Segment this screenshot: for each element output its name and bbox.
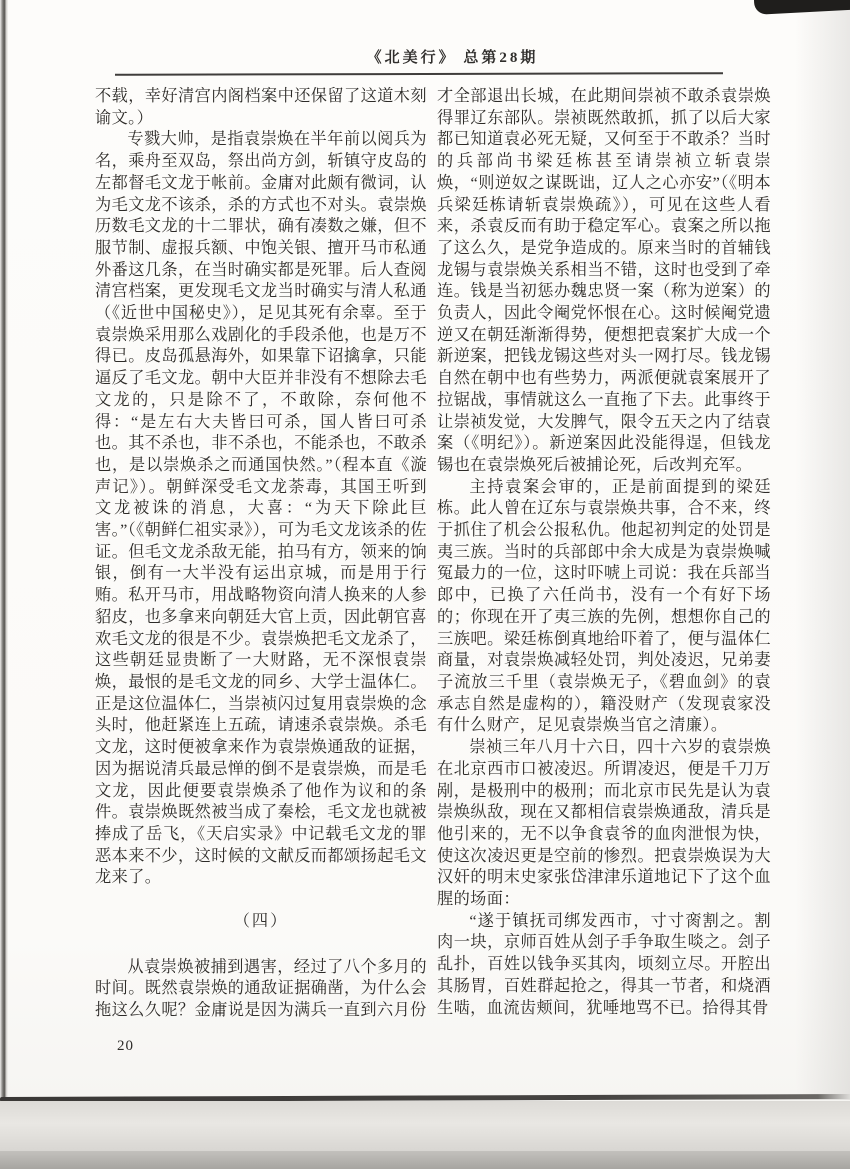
text-column-left — [95, 86, 427, 1022]
header-rule — [115, 72, 723, 76]
paragraph: 从袁崇焕被捕到遇害，经过了八个多月的时间。既然袁崇焕的通敌证据确凿，为什么会拖这么久呢？金庸说是因为满兵一直到六月份 — [95, 957, 427, 1020]
paragraph: 主持袁案会审的，正是前面提到的梁廷栋。此人曾在辽东与袁崇焕共事，合不来，终于抓住了机会公报私仇。他起初判定的处罚是夷三族。当时的兵部郎中余大成是为袁崇焕喊冤最力的一位，这时吓唬上司说：我在兵部当郎中，已换了六任尚书，没有一个有好下场的；你现在开了夷三族的先例，想想你自己的三族吧。梁廷栋倒真地给吓着了，便与温体仁商量，对袁崇焕减轻处罚，判处凌迟，兄弟妻子流放三千里（袁崇焕无子，《碧血剑》的袁承志自然是虚构的），籍没财产（发现袁家没有什么财产，足见袁崇焕当官之清廉）。 — [437, 477, 771, 735]
paragraph: 才全部退出长城，在此期间崇祯不敢杀袁崇焕得罪辽东部队。崇祯既然敢抓，抓了以后大家都已知道袁必死无疑，又何至于不敢杀？当时的兵部尚书梁廷栋甚至请崇祯立斩袁崇焕，“则逆奴之谋既诎，辽人之心亦安”（《明本兵梁廷栋请斩袁崇焕疏》），可见在这些人看来，杀袁反而有助于稳定军心。袁案之所以拖了这么久，是党争造成的。原来当时的首辅钱龙锡与袁崇焕关系相当不错，这时也受到了牵连。钱是当初惩办魏忠贤一案（称为逆案）的负责人，因此令阉党怀恨在心。这时候阉党遗逆又在朝廷渐渐得势，便想把袁案扩大成一个新逆案，把钱龙锡这些对头一网打尽。钱龙锡自然在朝中也有些势力，两派便就袁案展开了拉锯战，事情就这么一直拖了下去。此事终于让崇祯发觉，大发脾气，限令五天之内了结袁案（《明纪》）。新逆案因此没能得逞，但钱龙锡也在袁崇焕死后被捕论死，后改判充军。 — [437, 87, 771, 474]
paragraph: “遂于镇抚司绑发西市，寸寸脔割之。割肉一块，京师百姓从刽子手争取生啖之。刽子乱扑，百姓以钱争买其肉，顷刻立尽。开腔出其肠胃，百姓群起抢之，得其一节者，和烧酒生啮，血流齿颊间，犹唾地骂不已。拾得其骨 — [437, 911, 771, 1017]
scan-bottom-strip — [0, 1151, 850, 1169]
paragraph: 不载，幸好清宫内阁档案中还保留了这道木刻谕文。） — [95, 87, 427, 127]
paragraph: 崇祯三年八月十六日，四十六岁的袁崇焕在北京西市口被凌迟。所谓凌迟，便是千刀万剐，是极刑中的极刑；而北京市民先是认为袁崇焕纵敌，现在又都相信袁崇焕通敌，清兵是他引来的，无不以争食袁爷的血肉泄恨为快，使这次凌迟更是空前的惨烈。把袁崇焕误为大汉奸的明末史家张岱津津乐道地记下了这个血腥的场面： — [437, 738, 771, 909]
text-column-right — [437, 86, 771, 1019]
paragraph: 专戮大帅，是指袁崇焕在半年前以阅兵为名，乘舟至双岛，祭出尚方剑，斩镇守皮岛的左都督毛文龙于帐前。金庸对此颇有微词，认为毛文龙不该杀，杀的方式也不对头。袁崇焕历数毛文龙的十二罪状，确有凑数之嫌，但不服节制、虚报兵额、中饱关银、擅开马市私通外番这几条，在当时确实都是死罪。后人查阅清宫档案，更发现毛文龙当时确实与清人私通（《近世中国秘史》），足见其死有余辜。至于袁崇焕采用那么戏剧化的手段杀他，也是万不得已。皮岛孤悬海外，如果靠下诏擒拿，只能逼反了毛文龙。朝中大臣并非没有不想除去毛文龙的，只是除不了，不敢除，奈何他不得：“是左右大夫皆曰可杀，国人皆曰可杀也。其不杀也，非不杀也，不能杀也，不敢杀也，是以崇焕杀之而通国快然。”（程本直《漩声记》）。朝鲜深受毛文龙荼毒，其国王听到文龙被诛的消息，大喜：“为天下除此巨害。”（《朝鲜仁祖实录》），可为毛文龙该杀的佐证。但毛文龙杀敌无能，拍马有方，领来的饷银，倒有一大半没有运出京城，而是用于行贿。私开马市，用战略物资向清人换来的人参貂皮，也多拿来向朝廷大官上贡，因此朝官喜欢毛文龙的很是不少。袁崇焕把毛文龙杀了，这些朝廷显贵断了一大财路，无不深恨袁崇焕，最恨的是毛文龙的同乡、大学士温体仁。正是这位温体仁，当崇祯闪过复用袁崇焕的念头时，他赶紧连上五疏，请速杀袁崇焕。杀毛文龙，这时便被拿来作为袁崇焕通敌的证据，因为据说清兵最忌惮的倒不是袁崇焕，而是毛文龙，因此便要袁崇焕杀了他作为议和的条件。袁崇焕既然被当成了秦桧，毛文龙也就被捧成了岳飞，《天启实录》中记载毛文龙的罪恶本来不少，这时候的文献反而都颂扬起毛文龙来了。 — [95, 130, 428, 887]
section-heading: （四） — [233, 912, 289, 931]
page-number: 20 — [117, 1038, 134, 1054]
journal-header: 《北美行》 总第28期 — [366, 50, 539, 66]
scan-bottom-band — [0, 1101, 850, 1151]
page-left-edge-shadow — [0, 0, 8, 1102]
page-right-shade — [795, 0, 850, 1100]
